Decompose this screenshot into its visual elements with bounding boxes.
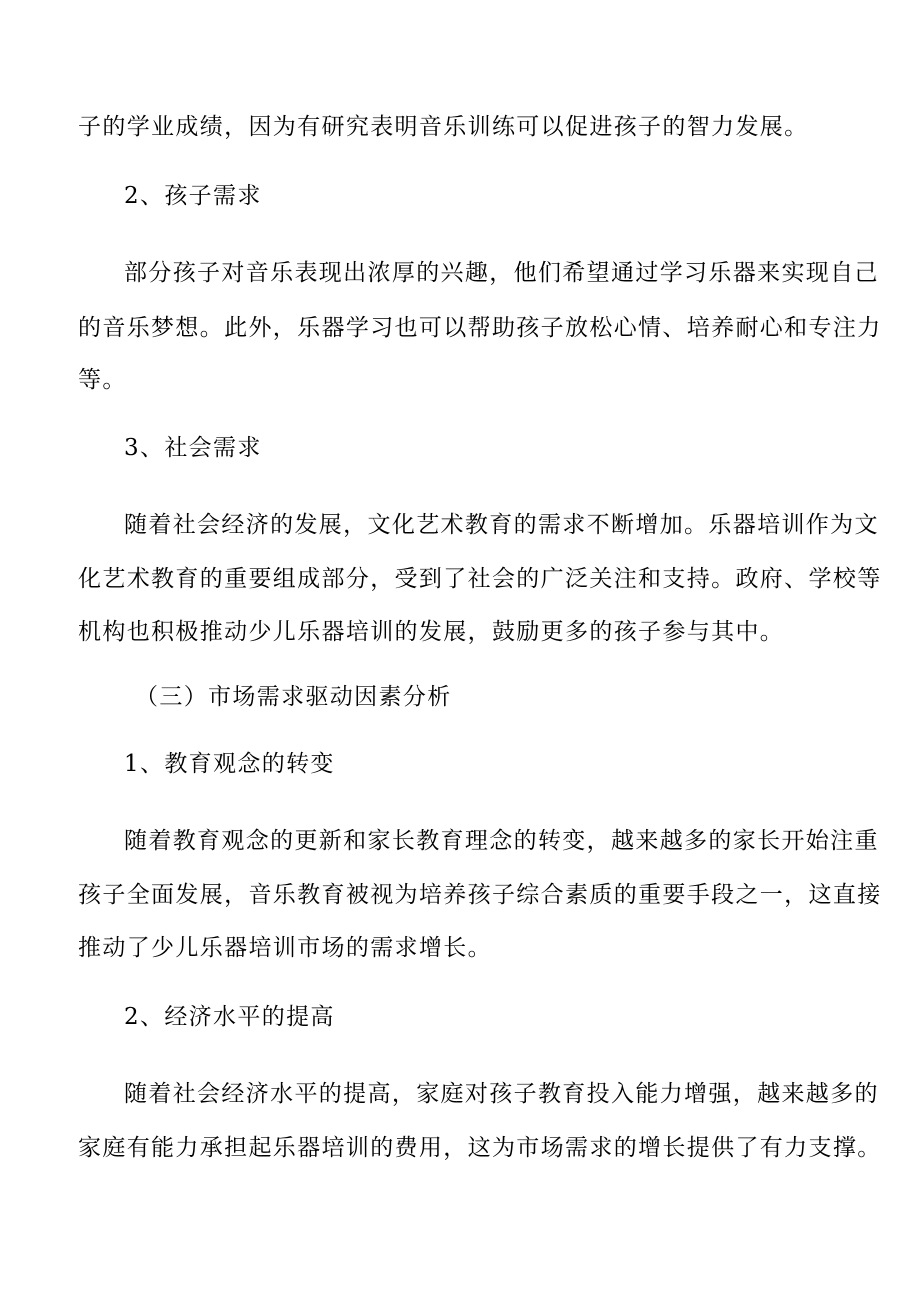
paragraph-line: 家庭有能力承担起乐器培训的费用，这为市场需求的增长提供了有力支撑。 [78, 1135, 882, 1161]
heading-child-needs: 2、孩子需求 [124, 183, 262, 209]
paragraph-line: 随着社会经济水平的提高，家庭对孩子教育投入能力增强，越来越多的 [124, 1081, 879, 1107]
paragraph-line: 孩子全面发展，音乐教育被视为培养孩子综合素质的重要手段之一，这直接 [78, 882, 882, 908]
paragraph-line: 机构也积极推动少儿乐器培训的发展，鼓励更多的孩子参与其中。 [78, 619, 785, 645]
heading-social-needs: 3、社会需求 [124, 435, 262, 461]
heading-economy: 2、经济水平的提高 [124, 1004, 335, 1030]
paragraph-line: 随着教育观念的更新和家长教育理念的转变，越来越多的家长开始注重 [124, 828, 879, 854]
paragraph-line: 推动了少儿乐器培训市场的需求增长。 [78, 935, 492, 961]
paragraph-line: 部分孩子对音乐表现出浓厚的兴趣，他们希望通过学习乐器来实现自己 [124, 260, 879, 286]
paragraph-line: 子的学业成绩，因为有研究表明音乐训练可以促进孩子的智力发展。 [78, 114, 809, 140]
paragraph-line: 等。 [78, 367, 127, 393]
paragraph-line: 化艺术教育的重要组成部分，受到了社会的广泛关注和支持。政府、学校等 [78, 566, 882, 592]
paragraph-line: 随着社会经济的发展，文化艺术教育的需求不断增加。乐器培训作为文 [124, 512, 879, 538]
paragraph-line: 的音乐梦想。此外，乐器学习也可以帮助孩子放松心情、培养耐心和专注力 [78, 315, 882, 341]
section-heading: （三）市场需求驱动因素分析 [135, 684, 452, 710]
heading-education: 1、教育观念的转变 [124, 751, 335, 777]
